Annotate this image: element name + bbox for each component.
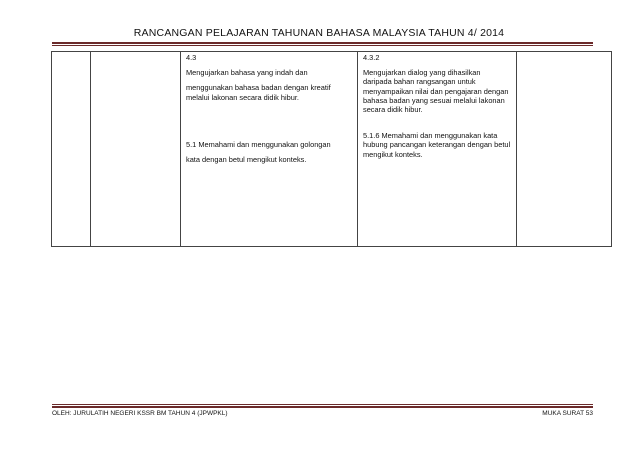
content-standard-code: 4.3	[186, 53, 197, 62]
page-header-title: RANCANGAN PELAJARAN TAHUNAN BAHASA MALAYSIA TAHUN 4/ 2014	[133, 27, 505, 39]
content-standard-text-4: kata dengan betul mengikut konteks.	[186, 155, 307, 165]
cell-learning-standard	[358, 52, 517, 247]
cell-standard	[91, 52, 181, 247]
learning-standard-code: 4.3.2	[363, 53, 380, 62]
content-standard-text-3: 5.1 Memahami dan menggunakan golongan	[186, 139, 331, 149]
table-row	[52, 52, 612, 247]
cell-week	[52, 52, 91, 247]
content-standard-text-1: Mengujarkan bahasa yang indah dan	[186, 68, 308, 78]
learning-standard-text-1: Mengujarkan dialog yang dihasilkan daripada bahan rangsangan untuk menyampaikan nilai dan pengajaran dengan bahasa badan yang sesuai melalui lakonan secara didik hibur.	[363, 68, 509, 115]
page-number: MUKA SURAT 53	[542, 410, 593, 417]
lesson-plan-table	[51, 51, 612, 247]
footer-rule	[52, 406, 593, 408]
header-rule-thin	[52, 45, 593, 46]
footer-author: OLEH: JURULATIH NEGERI KSSR BM TAHUN 4 (JPWPKL)	[52, 410, 228, 417]
cell-content-standard	[181, 52, 358, 247]
content-standard-text-2: menggunakan bahasa badan dengan kreatif melalui lakonan secara didik hibur.	[186, 83, 331, 102]
footer-rule-thin	[52, 404, 593, 405]
cell-notes	[517, 52, 612, 247]
learning-standard-text-2: 5.1.6 Memahami dan menggunakan kata hubung pancangan keterangan dengan betul mengikut konteks.	[363, 131, 511, 159]
header-rule	[52, 42, 593, 44]
